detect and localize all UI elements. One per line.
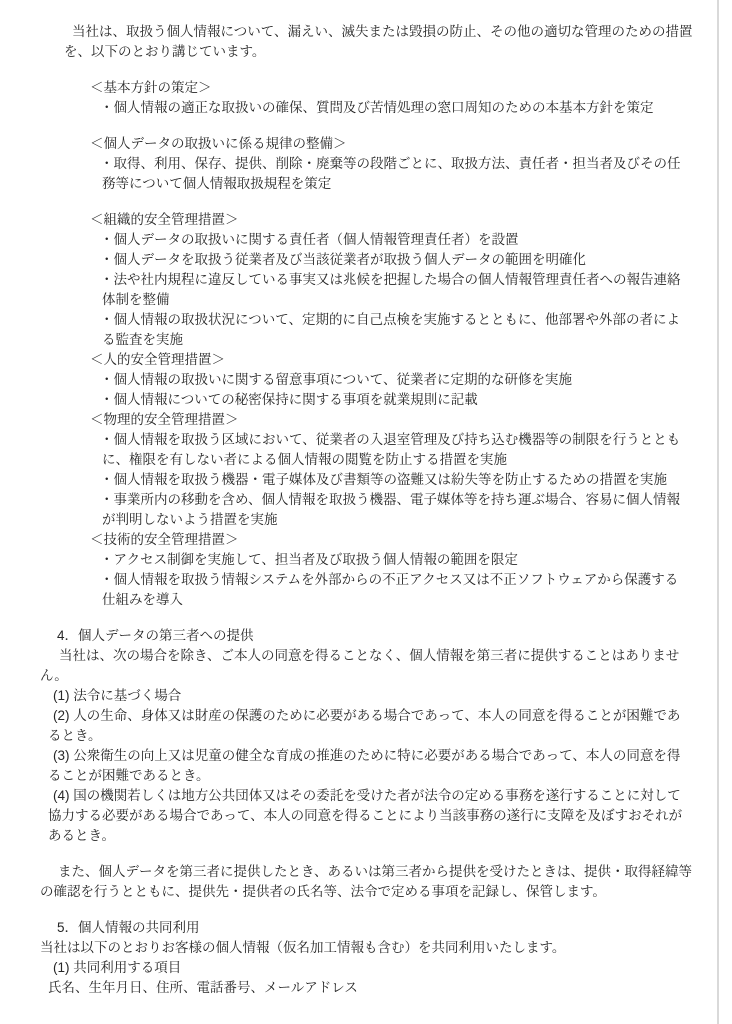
bullet-item: ・法や社内規程に違反している事実又は兆候を把握した場合の個人情報管理責任者への報告連絡体制を整備 [100,272,681,307]
measure-group-technical [0,530,717,610]
measure-group-organizational [0,210,717,350]
section-lead-paragraph: 当社は、次の場合を除き、ご本人の同意を得ることなく、個人情報を第三者に提供することはありません。 [40,648,680,683]
measure-group-personnel [0,350,717,410]
joint-use-item-label: (1) 共同利用する項目 [53,960,182,975]
bullet-item: ・個人データの取扱いに関する責任者（個人情報管理責任者）を設置 [100,232,519,247]
bullet-item: ・個人情報の取扱状況について、定期的に自己点検を実施するとともに、他部署や外部の者による監査を実施 [100,312,680,347]
condition-item: (4) 国の機関若しくは地方公共団体又はその委託を受けた者が法令の定める事務を遂行することに対して協力する必要がある場合であって、本人の同意を得ることにより当該事務の遂行に支障を及ぼすおそれがあるとき。 [48,788,683,843]
section-heading: 4．個人データの第三者への提供 [57,628,254,643]
condition-item: (3) 公衆衛生の向上又は児童の健全な育成の推進のために特に必要がある場合であって、本人の同意を得ることが困難であるとき。 [48,748,681,783]
bullet-item: ・個人情報を取扱う機器・電子媒体及び書類等の盗難又は紛失等を防止するための措置を実施 [100,472,667,487]
section-4-third-party-provision [0,626,717,902]
bullet-item: ・個人情報についての秘密保持に関する事項を就業規則に記載 [100,392,478,407]
measure-group-heading: ＜個人データの取扱いに係る規律の整備＞ [90,136,347,151]
bullet-item: ・個人情報の適正な取扱いの確保、質問及び苦情処理の窓口周知のための本基本方針を策定 [100,100,654,115]
measure-group-heading: ＜技術的安全管理措置＞ [90,532,239,547]
section-5-joint-use [0,918,717,998]
measure-group-physical [0,410,717,530]
bullet-item: ・取得、利用、保存、提供、削除・廃棄等の段階ごとに、取扱方法、責任者・担当者及びその任務等について個人情報取扱規程を策定 [100,156,681,191]
privacy-policy-document [0,22,717,998]
section-heading: 5．個人情報の共同利用 [57,920,200,935]
measure-group-heading: ＜物理的安全管理措置＞ [90,412,239,427]
bullet-item: ・個人情報を取扱う区域において、従業者の入退室管理及び持ち込む機器等の制限を行うとともに、権限を有しない者による個人情報の閲覧を防止する措置を実施 [100,432,681,467]
measure-group-heading: ＜人的安全管理措置＞ [90,352,225,367]
record-keeping-note: また、個人データを第三者に提供したとき、あるいは第三者から提供を受けたときは、提供・取得経緯等の確認を行うとともに、提供先・提供者の氏名等、法令で定める事項を記録し、保管します。 [40,864,692,899]
bullet-item: ・アクセス制御を実施して、担当者及び取扱う個人情報の範囲を限定 [100,552,518,567]
bullet-item: ・個人データを取扱う従業者及び当該従業者が取扱う個人データの範囲を明確化 [100,252,586,267]
measure-group-heading: ＜基本方針の策定＞ [90,80,212,95]
measure-group-basic-policy [0,78,717,118]
section-lead-paragraph: 当社は以下のとおりお客様の個人情報（仮名加工情報も含む）を共同利用いたします。 [40,940,566,955]
measure-group-heading: ＜組織的安全管理措置＞ [90,212,239,227]
bullet-item: ・個人情報の取扱いに関する留意事項について、従業者に定期的な研修を実施 [100,372,572,387]
joint-use-item-value: 氏名、生年月日、住所、電話番号、メールアドレス [48,980,358,995]
page-edge-line [717,0,719,1024]
bullet-item: ・個人情報を取扱う情報システムを外部からの不正アクセス又は不正ソフトウェアから保護する仕組みを導入 [100,572,679,607]
intro-paragraph: 当社は、取扱う個人情報について、漏えい、滅失または毀損の防止、その他の適切な管理のための措置を、以下のとおり講じています。 [64,24,693,59]
condition-item: (2) 人の生命、身体又は財産の保護のために必要がある場合であって、本人の同意を得ることが困難であるとき。 [48,708,681,743]
measure-group-handling-rules [0,134,717,194]
bullet-item: ・事業所内の移動を含め、個人情報を取扱う機器、電子媒体等を持ち運ぶ場合、容易に個人情報が判明しないよう措置を実施 [100,492,680,527]
condition-item: (1) 法令に基づく場合 [53,688,182,703]
